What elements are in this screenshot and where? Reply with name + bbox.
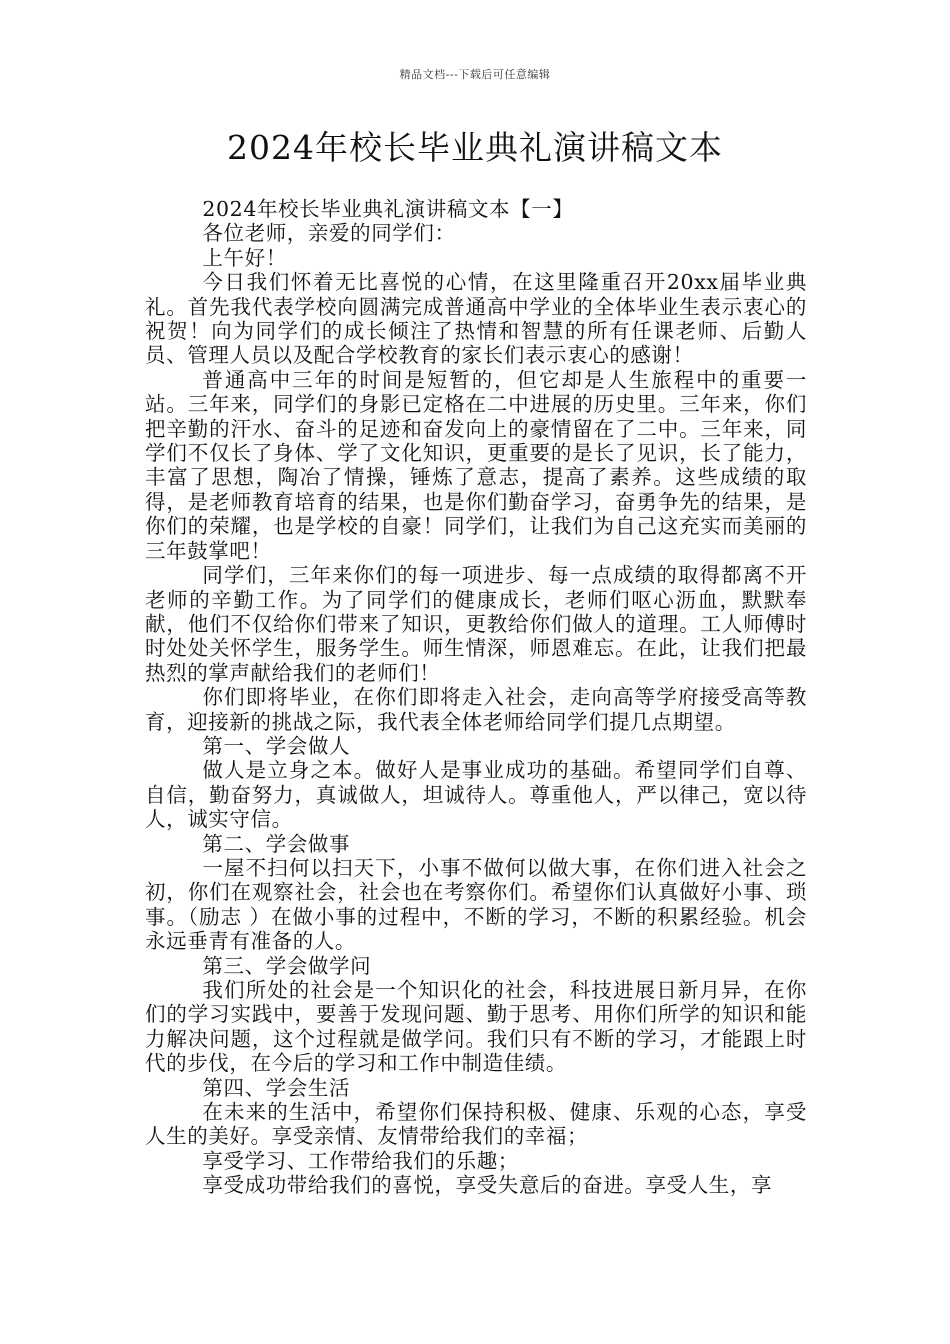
paragraph-greeting: 上午好！ <box>202 245 287 270</box>
paragraph: 享受成功带给我们的喜悦，享受失意后的奋进。享受人生，享 <box>202 1173 773 1198</box>
section-heading: 第三、学会做学问 <box>202 953 372 978</box>
paragraph: 在未来的生活中，希望你们保持积极、健康、乐观的心态，享受人生的美好。享受亲情、友情带给我们的幸福； <box>145 1100 807 1149</box>
paragraph: 一屋不扫何以扫天下，小事不做何以做大事，在你们进入社会之初，你们在观察社会，社会也在考察你们。希望你们认真做好小事、琐事。（励志 ）在做小事的过程中，不断的学习，不断的积累经验。机会永远垂青有准备的人。 <box>145 855 807 954</box>
paragraph: 享受学习、工作带给我们的乐趣； <box>202 1148 519 1173</box>
paragraph: 做人是立身之本。做好人是事业成功的基础。希望同学们自尊、自信，勤奋努力，真诚做人，坦诚待人。尊重他人，严以律己，宽以待人，诚实守信。 <box>145 758 807 832</box>
paragraph: 今日我们怀着无比喜悦的心情，在这里隆重召开20xx届毕业典礼。首先我代表学校向圆满完成普通高中学业的全体毕业生表示衷心的祝贺！向为同学们的成长倾注了热情和智慧的所有任课老师、后勤人员、管理人员以及配合学校教育的家长们表示衷心的感谢！ <box>145 270 807 368</box>
paragraph-subtitle: 2024年校长毕业典礼演讲稿文本【一】 <box>202 197 574 221</box>
document-title: 2024年校长毕业典礼演讲稿文本 <box>227 128 723 167</box>
header-note: 精品文档---下载后可任意编辑 <box>399 68 551 81</box>
paragraph: 普通高中三年的时间是短暂的，但它却是人生旅程中的重要一站。三年来，同学们的身影已定格在二中进展的历史里。三年来，你们把辛勤的汗水、奋斗的足迹和奋发向上的豪情留在了二中。三年来，同学们不仅长了身体、学了文化知识，更重要的是长了见识，长了能力，丰富了思想，陶冶了情操，锤炼了意志，提高了素养。这些成绩的取得，是老师教育培育的结果，也是你们勤奋学习，奋勇争先的结果，是你们的荣耀，也是学校的自豪！同学们，让我们为自己这充实而美丽的三年鼓掌吧！ <box>145 367 807 563</box>
paragraph: 我们所处的社会是一个知识化的社会，科技进展日新月异，在你们的学习实践中，要善于发现问题、勤于思考、用你们所学的知识和能力解决问题，这个过程就是做学问。我们只有不断的学习，才能跟上时代的步伐，在今后的学习和工作中制造佳绩。 <box>145 978 807 1076</box>
paragraph: 你们即将毕业，在你们即将走入社会，走向高等学府接受高等教育，迎接新的挑战之际，我代表全体老师给同学们提几点期望。 <box>145 685 807 734</box>
document-body <box>145 197 807 1198</box>
section-heading: 第四、学会生活 <box>202 1075 351 1100</box>
paragraph-salutation: 各位老师，亲爱的同学们： <box>202 221 456 246</box>
paragraph: 同学们，三年来你们的每一项进步、每一点成绩的取得都离不开老师的辛勤工作。为了同学们的健康成长，老师们呕心沥血，默默奉献，他们不仅给你们带来了知识，更教给你们做人的道理。工人师傅时时处处关怀学生，服务学生。师生情深，师恩难忘。在此，让我们把最热烈的掌声献给我们的老师们！ <box>145 563 807 685</box>
section-heading: 第一、学会做人 <box>202 733 351 758</box>
section-heading: 第二、学会做事 <box>202 831 351 856</box>
